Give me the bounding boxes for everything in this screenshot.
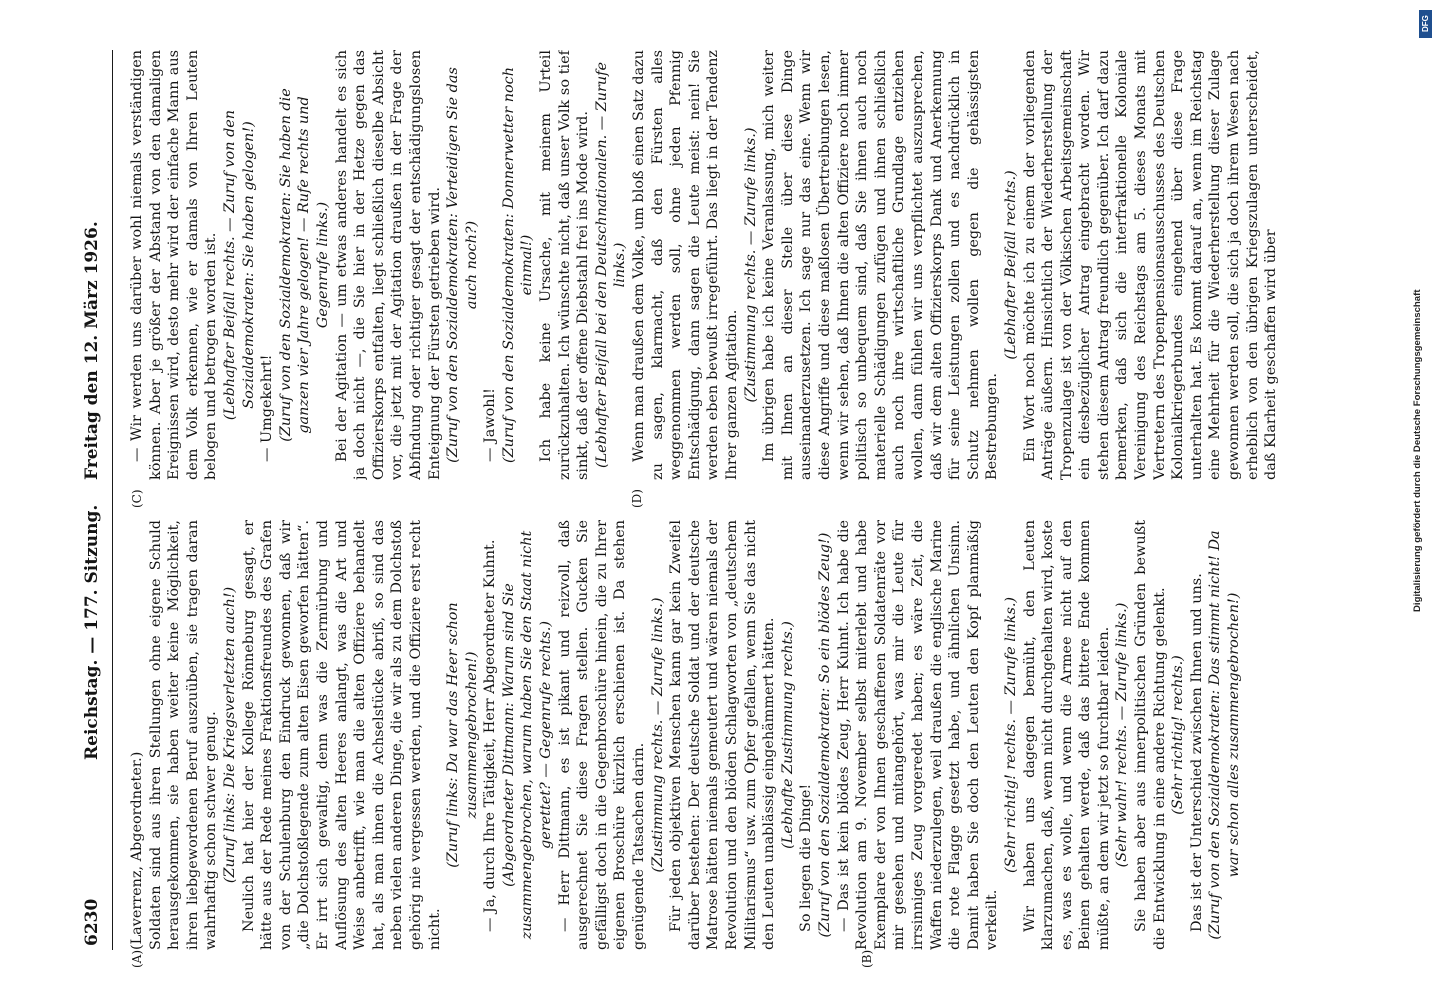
margin-marker-b: (B) [860, 949, 874, 968]
interjection: (Lebhafter Beifall rechts.) [1002, 170, 1019, 360]
dfg-logo: DFG [1419, 10, 1432, 38]
margin-marker-a: (A) [130, 949, 144, 968]
header-session-title: Reichstag. — 177. Sitzung. [82, 504, 102, 760]
interjection: (Zuruf von den Sozialdemokraten: Sie haben die ganzen vier Jahre gelogen! — Rufe rechts und Gegenrufe links.) [277, 88, 331, 442]
interjection: (Sehr wahr! rechts. — Zurufe links.) [1114, 602, 1131, 868]
interjection: (Lebhafter Beifall rechts. — Zuruf von den Sozialdemokraten: Sie haben gelogen!) [221, 109, 257, 421]
text-paragraph: Bei der Agitation — um etwas anderes handelt es sich ja doch nicht —, die Sie hier in der Hetze gegen das Offizierskorps entfalten, liegt schließlich dieselbe Absicht vor, die jetzt mit der Agitation draußen in der Frage der Abfindung oder richtiger gesagt der entschädigungslosen Enteignung der Fürsten getrieben wird. [333, 50, 443, 480]
interjection: (Zuruf von den Sozialdemokraten: Das stimmt nicht! Da war schon alles zusammengebrochen!) [1207, 530, 1243, 940]
text-paragraph: — Ja, durch Ihre Tätigkeit, Herr Abgeordneter Kuhnt. [482, 539, 499, 932]
interjection: (Zustimmung rechts. — Zurufe links.) [649, 597, 666, 873]
text-paragraph: Das ist der Unterschied zwischen Ihnen und uns. [1188, 573, 1205, 932]
text-paragraph: Für jeden objektiven Menschen kann gar kein Zweifel darüber bestehen: Der deutsche Soldat und der deutsche Matrose hätten niemals gemeutert und wären niemals der Revolution und den blöden Schlagworten von „deutschem Militarismus“ usw. zum Opfer gefallen, wenn Sie das nicht den Leuten unablässig eingehämmert hätten. [668, 520, 778, 950]
right-text-column [128, 50, 1338, 480]
digitization-credit: Digitalisierung gefördert durch die Deutsche Forschungsgemeinschaft [1412, 289, 1423, 612]
text-paragraph: Ein Wort noch möchte ich zu einem der vorliegenden Anträge äußern. Hinsichtlich der Wiederherstellung der Tropenzulage ist von der Völkischen Arbeitsgemeinschaft ein diesbezüglicher Antrag eingebracht worden. Wir stehen diesem Antrag freundlich gegenüber. Ich darf dazu bemerken, daß sich die interfraktionelle Koloniale Vereinigung des Reichstags am 5. dieses Monats mit Vertretern des Tropenpensionsausschusses des Deutschen Kolonialkriegerbundes eingehend über diese Frage unterhalten hat. Es kommt darauf an, wenn im Reichstag eine Mehrheit für die Wiederherstellung dieser Zulage gewonnen werden soll, die sich ja doch ihrem Wesen nach erheblich von den übrigen Kriegszulagen unterscheidet, daß Klarheit geschaffen wird über [1021, 50, 1280, 480]
text-paragraph: Ich habe keine Ursache, mit meinem Urteil zurückzuhalten. Ich wünschte nicht, daß unser Volk so tief sinkt, daß der offene Diebstahl frei ins Mode wird. [538, 50, 592, 480]
text-paragraph: Soldaten sind aus ihren Stellungen ohne eigene Schuld herausgekommen, sie haben weiter keine Möglichkeit, ihren liebgewordenen Beruf auszuüben, sie tragen daran wahrhaftig schon schwer genug. [147, 520, 220, 950]
interjection: (Lebhafter Beifall bei den Deutschnationalen. — Zurufe links.) [593, 62, 629, 469]
left-text-column [128, 520, 1338, 950]
rotated-document-page [70, 50, 1360, 968]
margin-marker-d: (D) [630, 489, 644, 508]
text-paragraph: Im übrigen habe ich keine Veranlassung, mich weiter mit Ihnen an dieser Stelle über diese Dinge auseinanderzusetzen. Ich sage nur das eine. Wenn wir diese Angriffe und diese maßlosen Übertreibungen lesen, wenn wir sehen, daß Ihnen die alten Offiziere noch immer politisch so unbequem sind, daß Sie ihnen auch noch materielle Schädigungen zufügen und ihnen schließlich auch noch ihre wirtschaftliche Grundlage entziehen wollen, dann fühlen wir uns verpflichtet auszusprechen, daß wir dem alten Offizierskorps Dank und Anerkennung für seine Leistungen zollen und es nachdrücklich in Schutz nehmen wollen gegen die gehässigsten Bestrebungen. [761, 50, 1001, 480]
text-paragraph: — Das ist kein blödes Zeug, Herr Kuhnt. Ich habe die Revolution am 9. November selbst miterlebt und habe Exemplare der von Ihnen geschaffenen Soldatenräte vor mir gesehen und mitangehört, was mir die Leute für irrsinniges Zeug vorgeredet haben; es wäre Zeit, die Waffen niederzulegen, weil draußen die englische Marine die rote Flagge gesetzt habe, und ähnlichen Unsinn. Damit haben Sie doch den Leuten den Kopf planmäßig verkeilt. [835, 520, 1001, 950]
speaker-line: (Laverrenz, Abgeordneter.) [129, 751, 145, 950]
text-paragraph: — Jawohl! [482, 388, 499, 462]
interjection: (Sehr richtig! rechts.) [1170, 655, 1187, 815]
interjection: (Abgeordneter Dittmann: Warum sind Sie zusammengebrochen, warum haben Sie den Staat nicht gerettet? — Gegenrufe rechts.) [500, 530, 555, 940]
text-paragraph: Sie haben aber aus innerpolitischen Gründen bewußt die Entwicklung in eine andere Richtung gelenkt. [1133, 520, 1168, 950]
text-paragraph: Wenn man draußen dem Volke, um bloß einen Satz dazu zu sagen, klarmacht, daß den Fürsten alles weggenommen werden soll, ohne jeden Pfennig Entschädigung, dann sagen die Leute meist: nein! Sie werden eben bewußt irregeführt. Das liegt in der Tendenz Ihrer ganzen Agitation. [631, 50, 740, 480]
interjection: (Zuruf von den Sozialdemokraten: Donnerwetter noch einmal!) [500, 67, 536, 463]
interjection: (Sehr richtig! rechts. — Zurufe links.) [1002, 596, 1019, 874]
margin-marker-c: (C) [130, 489, 144, 508]
text-paragraph: — Wir werden uns darüber wohl niemals verständigen können. Aber je größer der Abstand von den damaligen Ereignissen wird, desto mehr wird der einfache Mann aus dem Volk erkennen, wie er damals von Ihren Leuten belogen und betrogen worden ist. [129, 50, 220, 480]
interjection: (Zustimmung rechts. — Zurufe links.) [742, 127, 759, 403]
interjection: (Zuruf von den Sozialdemokraten: Verteidigen Sie das auch noch?) [445, 67, 480, 463]
interjection: (Zuruf links: Die Kriegsverletzten auch!) [221, 586, 238, 884]
header-date: Freitag den 12. März 1926. [82, 221, 102, 480]
interjection: (Zuruf links: Da war das Heer schon zusammengebrochen!) [445, 602, 480, 868]
text-paragraph: — Herr Dittmann, es ist pikant und reizvoll, daß ausgerechnet Sie diese Fragen stellen. Gucken Sie gefälligst doch in die Gegenbroschüre hinein, die zu Ihrer eigenen Broschüre kürzlich erschienen ist. Da stehen genügende Tatsachen darin. [556, 520, 648, 950]
text-paragraph: — Umgekehrt! [259, 354, 276, 462]
text-paragraph: Wir haben uns dagegen bemüht, den Leuten klarzumachen, daß, wenn nicht durchgehalten wird, koste es, was es wolle, und wenn die Armee nicht auf den Beinen gehalten werde, daß das bittere Ende kommen müßte, an dem wir jetzt so furchtbar leiden. [1021, 520, 1112, 950]
page-number: 6230 [82, 898, 102, 946]
text-paragraph: So liegen die Dinge! [798, 783, 815, 932]
interjection: (Lebhafte Zustimmung rechts.) [779, 621, 796, 849]
page-header [70, 50, 113, 950]
interjection: (Zuruf von den Sozialdemokraten: So ein blödes Zeug!) [816, 532, 833, 938]
text-paragraph: Neulich hat hier der Kollege Rönneburg gesagt, er hätte aus der Rede meines Fraktionsfreundes des Grafen von der Schulenburg den Eindruck gewonnen, daß wir „die Dolchstoßlegende zum alten Eisen geworfen hätten“. Er irrt sich gewaltig, denn was die Zermürbung und Auflösung des alten Heeres anlangt, was die Art und Weise anbetrifft, wie man die alten Offiziere behandelt hat, als man ihnen die Achselstücke abriß, so sind das neben vielen anderen Dinge, die wir als zu dem Dolchstoß gehörig nie vergessen werden, und die Offiziere erst recht nicht. [240, 520, 443, 950]
